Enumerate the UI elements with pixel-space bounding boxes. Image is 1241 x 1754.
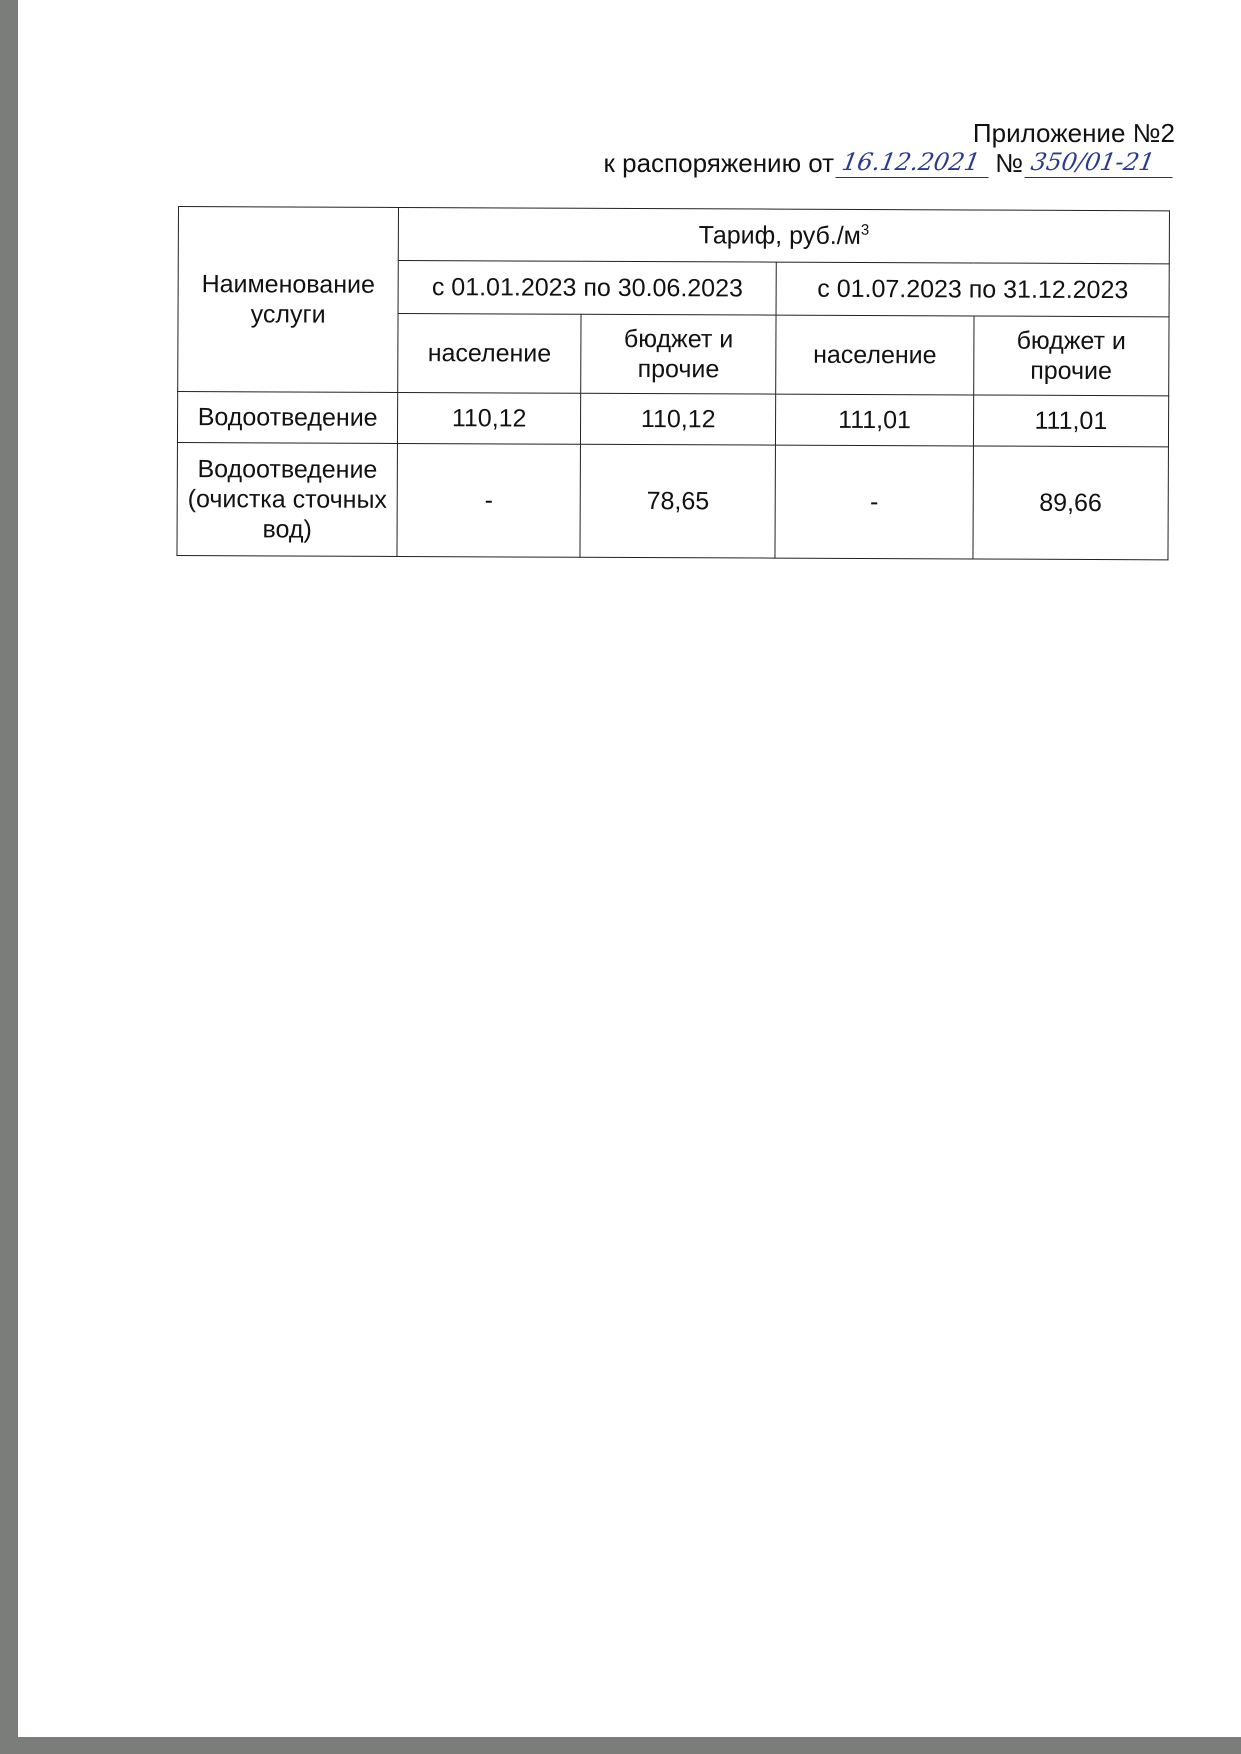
tariff-header <box>398 207 1169 263</box>
tariff-value-cell: - <box>775 445 973 559</box>
order-prefix: к распоряжению от <box>603 148 835 178</box>
tariff-value-cell: - <box>397 443 580 557</box>
appendix-title: Приложение №2 <box>972 118 1175 148</box>
period-1-header: с 01.01.2023 по 30.06.2023 <box>398 260 776 315</box>
order-date-handwritten: 16.12.2021 <box>836 149 994 178</box>
category-header: бюджет и прочие <box>973 316 1169 396</box>
table-row <box>177 442 1168 559</box>
category-header: бюджет и прочие <box>581 314 777 394</box>
table-row <box>177 392 1168 447</box>
service-name-cell: Водоотведение <box>177 392 397 444</box>
table-header-row <box>178 207 1169 264</box>
service-name-cell: Водоотведение (очистка сточных вод) <box>177 442 398 556</box>
tariff-value-cell: 111,01 <box>776 394 974 446</box>
period-2-header: с 01.07.2023 по 31.12.2023 <box>776 262 1169 317</box>
tariff-value-cell: 110,12 <box>398 392 581 444</box>
tariff-table <box>176 206 1170 560</box>
category-header: население <box>776 315 974 395</box>
service-name-header: Наименование услуги <box>178 207 399 393</box>
tariff-value-cell: 111,01 <box>973 395 1169 447</box>
tariff-value-cell: 110,12 <box>580 393 776 445</box>
tariff-value-cell: 89,66 <box>973 446 1169 560</box>
tariff-header-sup: 3 <box>860 221 870 239</box>
document-header <box>475 118 1175 178</box>
category-header: население <box>398 313 581 393</box>
tariff-header-text: Тариф, руб./м <box>698 221 861 250</box>
order-number-label: № <box>995 148 1023 178</box>
order-reference <box>475 148 1175 178</box>
tariff-value-cell: 78,65 <box>580 444 776 558</box>
order-number-handwritten: 350/01-21 <box>1024 149 1177 178</box>
